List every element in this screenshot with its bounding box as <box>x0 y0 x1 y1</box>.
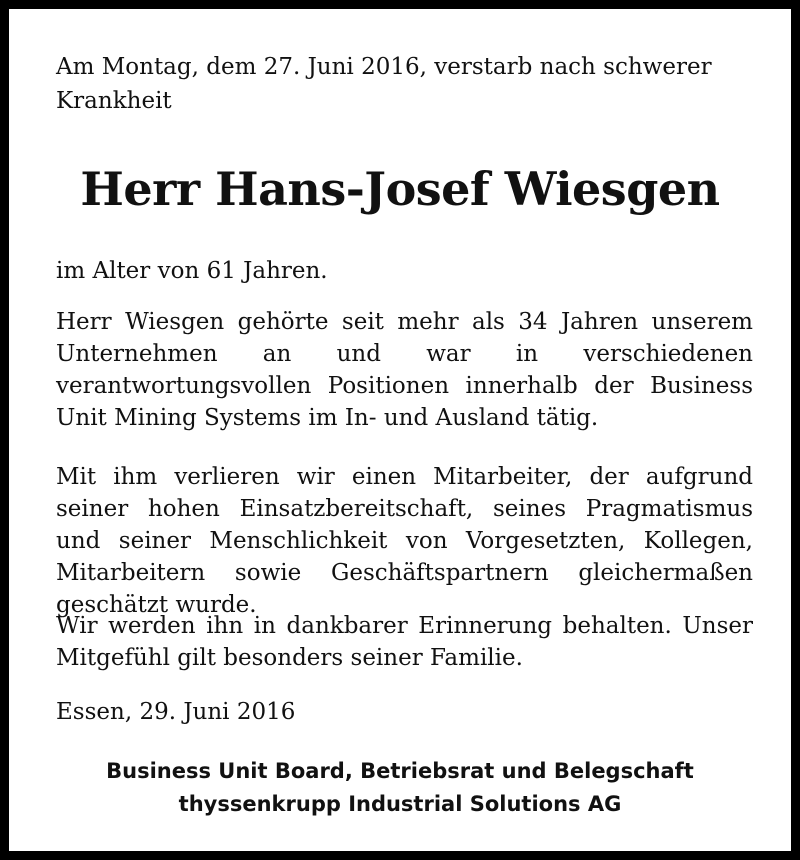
condolence-paragraph: Wir werden ihn in dankbarer Erinnerung behalten. Unser Mitgefühl gilt besonders seiner Familie. <box>56 613 753 671</box>
place-date: Essen, 29. Juni 2016 <box>56 699 296 725</box>
death-announcement-intro: Am Montag, dem 27. Juni 2016, verstarb nach schwerer Krankheit <box>56 54 712 114</box>
appreciation-paragraph: Mit ihm verlieren wir einen Mitarbeiter, der aufgrund seiner hohen Einsatzbereitschaft, seines Pragmatismus und seiner Menschlichkeit von Vorgesetzten, Kollegen, Mitarbeitern sowie Geschäftspartnern gleichermaßen geschätzt wurde. <box>56 464 753 618</box>
deceased-name: Herr Hans-Josef Wiesgen <box>80 162 720 216</box>
age-line: im Alter von 61 Jahren. <box>56 258 328 284</box>
signature-line-company: thyssenkrupp Industrial Solutions AG <box>178 792 622 816</box>
career-paragraph: Herr Wiesgen gehörte seit mehr als 34 Jahren unserem Unternehmen an und war in verschiedenen verantwortungsvollen Positionen innerhalb der Business Unit Mining Systems im In- und Ausland tätig. <box>56 309 753 431</box>
signature-line-board: Business Unit Board, Betriebsrat und Belegschaft <box>106 759 694 783</box>
signature-block <box>9 755 791 821</box>
